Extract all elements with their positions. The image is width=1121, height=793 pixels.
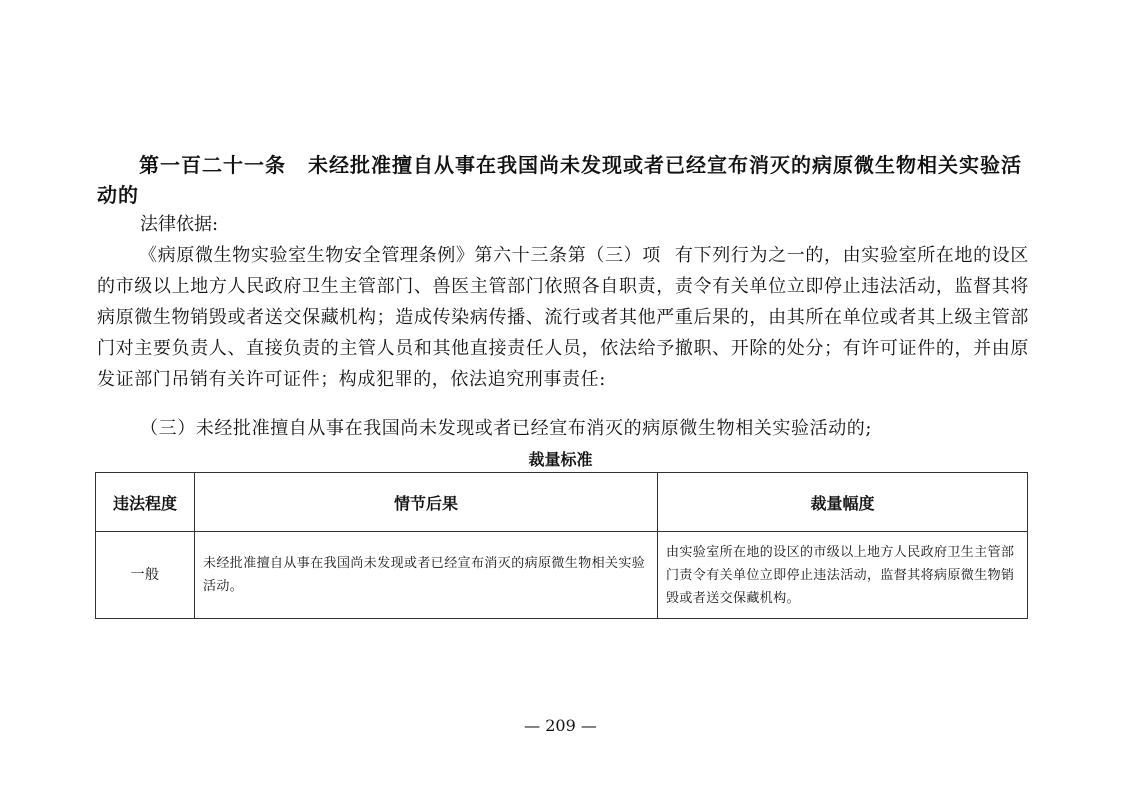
article-heading: 未经批准擅自从事在我国尚未发现或者已经宣布消灭的病原微生物相关实验活动的 (97, 153, 1022, 207)
header-penalty-range: 裁量幅度 (658, 473, 1028, 532)
cell-circumstance: 未经批准擅自从事在我国尚未发现或者已经宣布消灭的病原微生物相关实验活动。 (195, 532, 658, 619)
legal-basis-text: 有下列行为之一的，由实验室所在地的设区的市级以上地方人民政府卫生主管部门、兽医主管部门依照各自职责，责令有关单位立即停止违法活动，监督其将病原微生物销毁或者送交保藏机构；造成传染病传播、流行或者其他严重后果的，由其所在单位或者其上级主管部门对主要负责人、直接负责的主管人员和其他直接责任人员，依法给予撤职、开除的处分；有许可证件的，并由原发证部门吊销有关许可证件；构成犯罪的，依法追究刑事责任: (97, 245, 1029, 390)
legal-basis-source: 《病原微生物实验室生物安全管理条例》第六十三条第（三）项 (139, 245, 661, 266)
table-header-row (96, 473, 1028, 532)
article-number: 第一百二十一条 (139, 153, 286, 177)
discretion-table (95, 472, 1028, 619)
table-caption: 裁量标准 (528, 450, 593, 469)
page-number: — 209 — (524, 716, 597, 735)
cell-penalty: 由实验室所在地的设区的市级以上地方人民政府卫生主管部门责令有关单位立即停止违法活动，监督其将病原微生物销毁或者送交保藏机构。 (658, 532, 1028, 619)
legal-basis-paragraph (97, 240, 1029, 395)
legal-basis-label: 法律依据: (140, 214, 219, 235)
legal-basis-clause: （三）未经批准擅自从事在我国尚未发现或者已经宣布消灭的病原微生物相关实验活动的; (140, 418, 873, 439)
article-title (97, 150, 1027, 210)
table-row (96, 532, 1028, 619)
cell-level: 一般 (96, 532, 195, 619)
header-circumstance: 情节后果 (195, 473, 658, 532)
header-violation-level: 违法程度 (96, 473, 195, 532)
